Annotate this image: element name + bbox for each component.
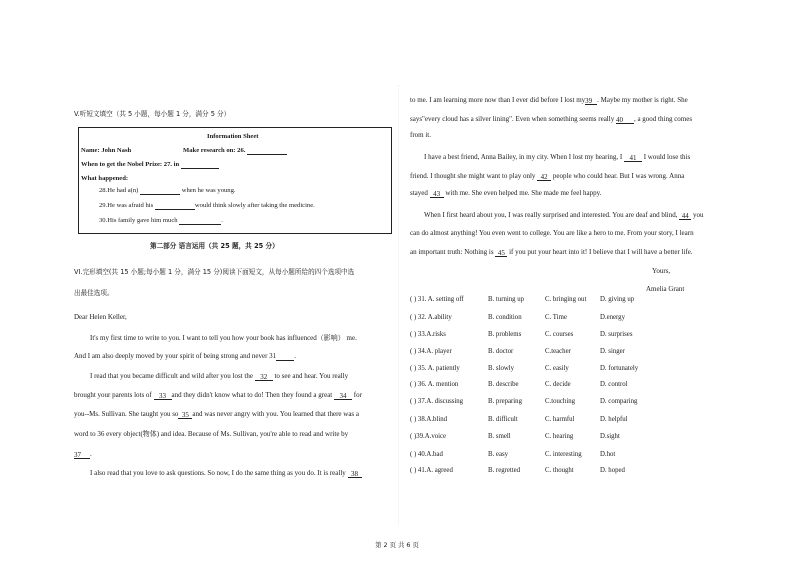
passage-r-line2: says"every cloud has a silver lining". Even when something seems really 40 , a good thing comes xyxy=(410,115,693,124)
option-31-b: B. turning up xyxy=(488,296,525,303)
option-36-c: C. decide xyxy=(545,381,571,388)
passage-r-line5: friend. I thought she might want to play only 42 people who could hear. But I was wrong. Anna xyxy=(410,172,685,181)
option-40-d: D.hot xyxy=(600,451,616,458)
passage-r-line3: from it. xyxy=(410,131,431,139)
option-38-c: C. harmful xyxy=(545,416,575,423)
passage-r-line9: an important truth: Nothing is 45 if you put your heart into it! I believe that I will have a better life. xyxy=(410,248,693,257)
option-32-q[interactable]: ( ) 32. A.ability xyxy=(410,314,452,321)
page-footer: 第 2 页 共 6 页 xyxy=(375,541,419,549)
option-41-b: B. regretted xyxy=(488,467,521,474)
info-nobel: When to get the Nobel Prize: 27. in xyxy=(81,160,219,169)
option-39-c: C. hearing xyxy=(545,433,574,440)
option-37-c: C.touching xyxy=(545,398,576,405)
salutation: Dear Helen Keller, xyxy=(74,313,127,321)
passage-r-line7: When I first heard about you, I was really surprised and interested. You are deaf and blind, 44 you xyxy=(424,211,704,220)
passage-p2-line2: brought your parents lots of 33 and they didn't know what to do! Then they found a great 34 for xyxy=(74,391,362,400)
passage-p3-line1: I also read that you love to ask questions. So now, I do the same thing as you do. It is really 38 xyxy=(90,469,362,478)
passage-p2-line5: 37 . xyxy=(74,450,92,459)
option-32-b: B. condition xyxy=(488,314,522,321)
option-35-c: C. easily xyxy=(545,365,569,372)
option-37-d: D. comparing xyxy=(600,398,638,405)
info-name: Name: John Nash xyxy=(81,147,132,154)
option-34-c: C.teacher xyxy=(545,348,571,355)
option-40-q[interactable]: ( ) 40.A.bad xyxy=(410,451,443,458)
passage-r-line8: can do almost anything! You even went to college. You are like a hero to me. From your story, I learn xyxy=(410,229,694,237)
option-34-b: B. doctor xyxy=(488,348,514,355)
option-41-q[interactable]: ( ) 41.A. agreed xyxy=(410,467,453,474)
option-36-d: D. control xyxy=(600,381,628,388)
signature: Amelia Grant xyxy=(646,285,685,293)
closing-yours: Yours, xyxy=(652,267,671,275)
passage-p2-line3: you--Ms. Sullivan. She taught you so 35 and was never angry with you. You learned that there was a xyxy=(74,410,360,419)
option-35-q[interactable]: ( ) 35. A. patiently xyxy=(410,365,460,372)
option-39-b: B. smell xyxy=(488,433,511,440)
part2-title: 第二部分 语言运用（共 25 题，共 25 分） xyxy=(150,242,279,250)
passage-p1-line1: It's my first time to write to you. I want to tell you how your book has influenced（影响） me. xyxy=(90,334,357,342)
option-41-d: D. hoped xyxy=(600,467,625,474)
passage-r-line1: to me. I am learning more now than I ever did before I lost my39 . Maybe my mother is right. She xyxy=(410,96,688,105)
option-38-d: D. helpful xyxy=(600,416,628,423)
option-33-d: D. surprises xyxy=(600,331,633,338)
option-40-b: B. easy xyxy=(488,451,509,458)
info-q29: 29.He was afraid his would think slowly after taking the medicine. xyxy=(99,202,315,209)
passage-r-line6: stayed 43 with me. She even helped me. She made me feel happy. xyxy=(410,189,602,198)
option-41-c: C. thought xyxy=(545,467,574,474)
column-divider xyxy=(398,85,399,525)
option-32-d: D.energy xyxy=(600,314,625,321)
option-40-c: C. interesting xyxy=(545,451,582,458)
info-research: Make research on: 26. xyxy=(183,146,287,155)
info-q30: 30.His family gave him much . xyxy=(99,217,223,224)
option-31-d: D. giving up xyxy=(600,296,635,303)
option-31-c: C. bringing out xyxy=(545,296,587,303)
option-39-d: D.sight xyxy=(600,433,620,440)
option-33-c: C. courses xyxy=(545,331,574,338)
option-36-q[interactable]: ( ) 36. A. mention xyxy=(410,381,459,388)
passage-p2-line4: word to 36 every object(物体) and idea. Because of Ms. Sullivan, you're able to read and write by xyxy=(74,430,349,438)
information-sheet xyxy=(78,127,392,234)
option-33-q[interactable]: ( ) 33.A.risks xyxy=(410,331,446,338)
option-33-b: B. problems xyxy=(488,331,522,338)
section-vi-line2: 出最佳选项。 xyxy=(74,289,114,297)
option-34-d: D. singer xyxy=(600,348,625,355)
section-v-heading: V.听短文填空（共 5 小题，每小题 1 分，满分 5 分） xyxy=(74,110,231,118)
option-37-q[interactable]: ( ) 37.A. discussing xyxy=(410,398,464,405)
option-34-q[interactable]: ( ) 34.A. player xyxy=(410,348,452,355)
passage-r-line4: I have a best friend, Anna Bailey, in my city. When I lost my hearing, I 41 I would lose this xyxy=(424,153,691,162)
passage-p1-line2: And I am also deeply moved by your spirit of being strong and never 31 . xyxy=(74,352,296,360)
info-happened: What happened: xyxy=(81,175,129,182)
option-32-c: C. Time xyxy=(545,314,567,321)
option-37-b: B. preparing xyxy=(488,398,522,405)
option-31-q[interactable]: ( ) 31. A. setting off xyxy=(410,296,464,303)
option-39-q[interactable]: ( )39.A.voice xyxy=(410,433,447,440)
option-38-b: B. difficult xyxy=(488,416,518,423)
section-vi-line1: VI.完形填空(共 15 小题;每小题 1 分，满分 15 分)阅读下面短文，从每小题所给的四个选项中选 xyxy=(74,268,355,276)
option-38-q[interactable]: ( ) 38.A.blind xyxy=(410,416,448,423)
info-q28: 28.He had a(n) when he was young. xyxy=(99,187,236,194)
option-35-d: D. fortunately xyxy=(600,365,639,372)
option-35-b: B. slowly xyxy=(488,365,515,372)
option-36-b: B. describe xyxy=(488,381,519,388)
info-sheet-title: Information Sheet xyxy=(207,133,259,140)
passage-p2-line1: I read that you became difficult and wild after you lost the 32 to see and hear. You really xyxy=(90,372,349,381)
